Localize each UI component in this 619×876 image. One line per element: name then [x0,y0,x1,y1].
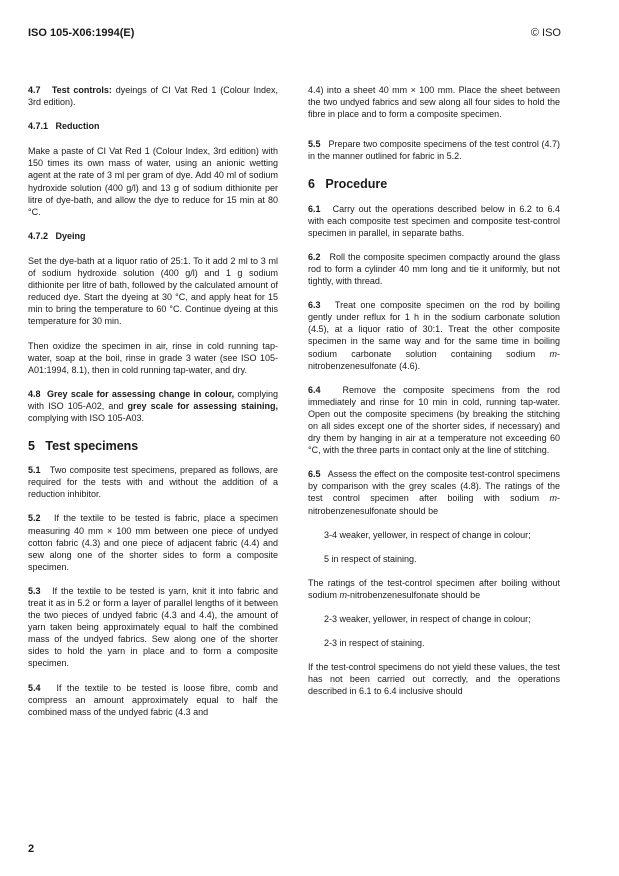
clause-number: 6.2 [308,251,321,262]
clause-title: Grey scale for assessing change in colour, [47,388,235,399]
clause-text: Remove the composite specimens from the rod immediately and rinse for 10 min in cold, running tap-water. Open out the composite specimens (by breaking the stitching on all sides except one of the shorter sides, if necessary) and dry them by hanging in air at a temperature not exceeding 60 °C, with the three parts in contact only at the line of stitching. [308,384,560,456]
clause-5-3 [28,585,278,670]
clause-text-end: -nitrobenzenesulfonate should be [308,493,560,516]
clause-5-4 [28,682,278,718]
clause-text: Two composite test specimens, prepared as follows, are required for the tests with and without the addition of a reduction inhibitor. [28,465,279,500]
clause-title: Test controls: [51,85,112,95]
clause-5-1 [28,464,278,500]
clause-text: dyeings of CI Vat Red 1 (Colour Index, 3rd edition). [28,85,278,108]
page-number: 2 [28,843,35,855]
clause-5-5 [308,138,560,162]
italic-m: m [549,348,557,359]
clause-number: 5.5 [308,139,321,150]
clause-number: 5.4 [28,682,41,693]
italic-m: m [339,589,348,600]
clause-title: Dyeing [55,230,86,241]
clause-number: 6.5 [308,469,321,480]
clause-text: If the textile to be tested is yarn, knit it into fabric and treat it as in 5.2 or form a layer of parallel lengths of it between the two pieces of undyed fabric (4.3 and 4.4), the amount of yarn taken being approximately equal to half the combined mass of the undyed fabrics. Sew along one of the shorter sides to hold the yarn in place and to form a composite specimen. [28,585,278,669]
right-column [308,84,560,709]
final-paragraph: If the test-control specimens do not yield these values, the test has not been carried out correctly, and the operations described in 6.1 to 6.4 inclusive should [308,662,560,697]
clause-number: 4.7.2 [28,230,49,241]
section-title: Test specimens [45,439,139,454]
rating-change-colour-without: 2-3 weaker, yellower, in respect of change in colour; [324,614,531,624]
copyright-mark: © ISO [530,27,561,39]
clause-6-2 [308,251,560,287]
clause-number: 4.8 [28,388,41,399]
clause-title-2: grey scale for assessing staining, [127,400,278,411]
heading-5 [28,440,278,452]
clause-number: 5.1 [28,465,41,476]
clause-text: If the textile to be tested is loose fibre, comb and compress an amount approximately equal to half the combined mass of the undyed fabric (4.3 and [28,682,278,717]
clause-number: 5.3 [28,585,41,596]
clause-title: Reduction [55,121,100,132]
clause-4-7-2-text-2: Then oxidize the specimen in air, rinse in cold running tap-water, soap at the boil, rinse in grade 3 water (see ISO 105-A01:1994, 8.1), then in cold running tap-water, and dry. [28,340,278,375]
rating-change-colour-with: 3-4 weaker, yellower, in respect of change in colour; [324,529,531,540]
standard-number: ISO 105-X06:1994(E) [28,27,135,39]
clause-text-2: complying with ISO 105-A03. [28,412,145,423]
clause-number: 6.1 [308,203,321,214]
clause-text: Treat one composite specimen on the rod by boiling gently under reflux for 1 h in the sodium carbonate solution (4.5), at a liquor ratio of 30:1. Treat the other composite specimen in the same way and for the same time in boiling sodium carbonate solution containing sodium [308,300,560,359]
heading-4-7-2 [28,230,278,242]
clause-text: Prepare two composite specimens of the test control (4.7) in the manner outlined for fabric in 5.2. [308,139,560,162]
clause-text: Assess the effect on the composite test-control specimens by comparison with the grey scales (4.8). The ratings of the test control specimen after boiling with sodium [308,469,560,504]
clause-4-7-2-text: Set the dye-bath at a liquor ratio of 25:1. To it add 2 ml to 3 ml of sodium hydroxide solution (400 g/l) and 1 g sodium dithionite per litre of bath, followed by the calculated amount of reduced dye. Start the dyeing at 30 °C, and apply heat for 15 min to bring the temperature to 60 °C. Continue dyeing at this temperature for 30 min. [28,255,278,327]
rating-staining-without: 2-3 in respect of staining. [324,638,425,649]
clause-text-end: -nitrobenzenesulfonate should be [347,589,481,600]
italic-m: m [549,493,557,504]
clause-number: 6.3 [308,300,321,311]
clause-text: Carry out the operations described below in 6.2 to 6.4 with each composite test specimen and composite test-control specimen in parallel, in separate baths. [308,203,560,238]
clause-text: complying with ISO 105-A02, and [28,388,278,411]
left-column [28,84,278,730]
clause-6-1 [308,203,560,239]
clause-text: If the textile to be tested is fabric, place a specimen measuring 40 mm × 100 mm between one piece of undyed cotton fabric (4.3) and one piece of adjacent fabric (4.4) and sew along one of the shorter sides to form a composite specimen. [28,513,279,572]
rating-staining-with: 5 in respect of staining. [324,553,417,564]
clause-number: 6.4 [308,384,321,395]
section-title: Procedure [325,177,388,192]
section-number: 6 [308,177,315,192]
heading-4-7-1 [28,120,278,132]
clause-text: Roll the composite specimen compactly around the glass rod to form a cylinder 40 mm long and tie it uniformly, but not tightly, with thread. [308,251,560,287]
clause-text-end: -nitrobenzenesulfonate (4.6). [308,348,560,371]
clause-5-4-continued: 4.4) into a sheet 40 mm × 100 mm. Place the sheet between the two undyed fabrics and sew along all four sides to hold the fibre in place and to form a composite specimen. [308,85,560,120]
clause-number: 4.7 [28,85,41,95]
clause-6-3 [308,299,560,372]
clause-6-5 [308,468,560,516]
clause-4-7 [28,84,278,108]
section-number: 5 [28,439,35,454]
clause-number: 4.7.1 [28,121,49,132]
clause-5-2 [28,512,278,572]
clause-4-7-1-text: Make a paste of CI Vat Red 1 (Colour Index, 3rd edition) with 150 times its own mass of water, using an anionic wetting agent at the rate of 3 ml per gram of dye. Add 40 ml of sodium hydroxide solution (400 g/l) and 13 g of sodium dithionite per litre of dye-bath, and allow the dye to reduce for 15 min at 80 °C. [28,146,278,217]
clause-6-5-para-2 [308,577,560,601]
clause-4-8 [28,388,278,424]
clause-number: 5.2 [28,513,41,524]
heading-6 [308,178,560,190]
clause-6-4 [308,384,560,457]
clause-text: The ratings of the test-control specimen after boiling without sodium [308,577,560,600]
